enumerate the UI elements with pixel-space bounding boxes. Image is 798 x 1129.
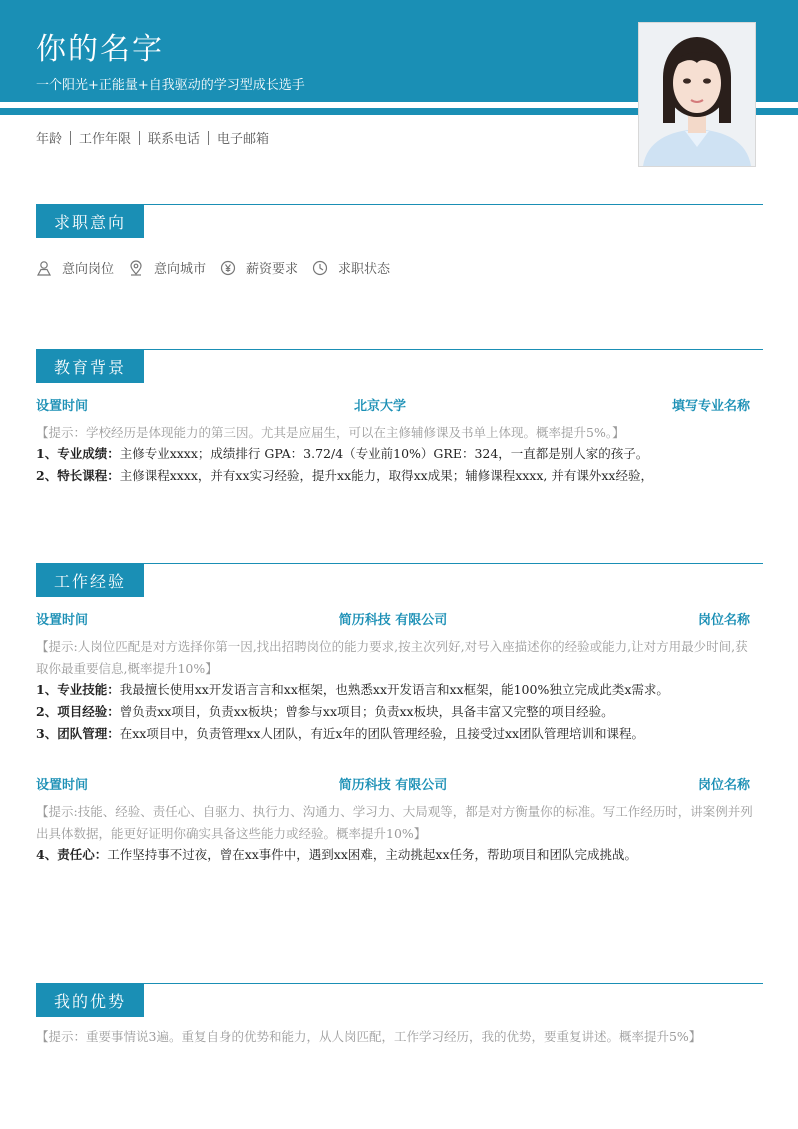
work-position: 岗位名称 [697,613,750,628]
yen-circle-icon [220,260,236,276]
clock-icon [312,260,328,276]
section-title-advantage: 我的优势 [36,983,144,1017]
info-email: 电子邮箱 [217,132,270,147]
basic-info-row [36,128,269,147]
work-item: 3、团队管理：在xx项目中，负责管理xx人团队，有近x年的团队管理经验，且接受过xx团队管理培训和课程。 [36,726,645,741]
intent-salary: 薪资要求 [220,258,298,277]
section-rule [36,983,763,984]
education-time: 设置时间 [36,399,89,414]
section-title-intent: 求职意向 [36,204,144,238]
work-item: 2、项目经验：曾负责xx项目，负责xx板块；曾参与xx项目；负责xx板块，具备丰富又完整的项目经验。 [36,704,614,719]
location-pin-icon [128,260,144,276]
work-time: 设置时间 [36,778,89,793]
education-tip: 【提示：学校经历是体现能力的第三因。尤其是应届生，可以在主修辅修课及书单上体现。概率提升5%。】 [36,425,625,440]
divider [208,131,209,145]
divider [70,131,71,145]
intent-row [36,258,404,277]
work-tip: 【提示:人岗位匹配是对方选择你第一因,找出招聘岗位的能力要求,按主次列好,对号入座描述你的经验或能力,让对方用最少时间,获取你最重要信息,概率提升10%】 [36,639,748,676]
intent-city: 意向城市 [128,258,206,277]
info-phone: 联系电话 [148,132,201,147]
work-header-row [36,609,750,628]
info-age: 年龄 [36,132,63,147]
work-item: 4、责任心：工作坚持事不过夜，曾在xx事件中，遇到xx困难，主动挑起xx任务，帮助项目和团队完成挑战。 [36,847,638,862]
education-header-row [36,395,750,414]
resume-motto: 一个阳光+正能量+自我驱动的学习型成长选手 [36,78,305,93]
section-title-work: 工作经验 [36,563,144,597]
work-tip: 【提示:技能、经验、责任心、自驱力、执行力、沟通力、学习力、大局观等，都是对方衡量你的标准。写工作经历时，讲案例并列出具体数据，能更好证明你确实具备这些能力或经验。概率提升10%】 [36,804,753,841]
section-title-education: 教育背景 [36,349,144,383]
divider [139,131,140,145]
section-rule [36,563,763,564]
work-header-row [36,774,750,793]
work-time: 设置时间 [36,613,89,628]
education-item: 1、专业成绩：主修专业xxxx；成绩排行 GPA：3.72/4（专业前10%）GRE：324，一直都是别人家的孩子。 [36,446,649,461]
intent-position: 意向岗位 [36,258,114,277]
work-company: 简历科技 有限公司 [338,778,448,793]
person-pin-icon [36,260,52,276]
advantage-tip: 【提示：重要事情说3遍。重复自身的优势和能力，从人岗匹配，工作学习经历，我的优势，要重复讲述。概率提升5%】 [36,1029,702,1044]
profile-photo [638,22,756,167]
section-rule [36,204,763,205]
section-rule [36,349,763,350]
education-item: 2、特长课程：主修课程xxxx，并有xx实习经验，提升xx能力，取得xx成果；辅修课程xxxx, 并有课外xx经验， [36,468,653,483]
work-company: 简历科技 有限公司 [338,613,448,628]
info-work-years: 工作年限 [79,132,132,147]
intent-status: 求职状态 [312,258,390,277]
resume-name: 你的名字 [36,32,164,67]
education-major: 填写专业名称 [671,399,750,414]
work-item: 1、专业技能：我最擅长使用xx开发语言言和xx框架，也熟悉xx开发语言和xx框架，能100%独立完成此类x需求。 [36,682,669,697]
work-position: 岗位名称 [697,778,750,793]
education-school: 北京大学 [353,399,406,414]
